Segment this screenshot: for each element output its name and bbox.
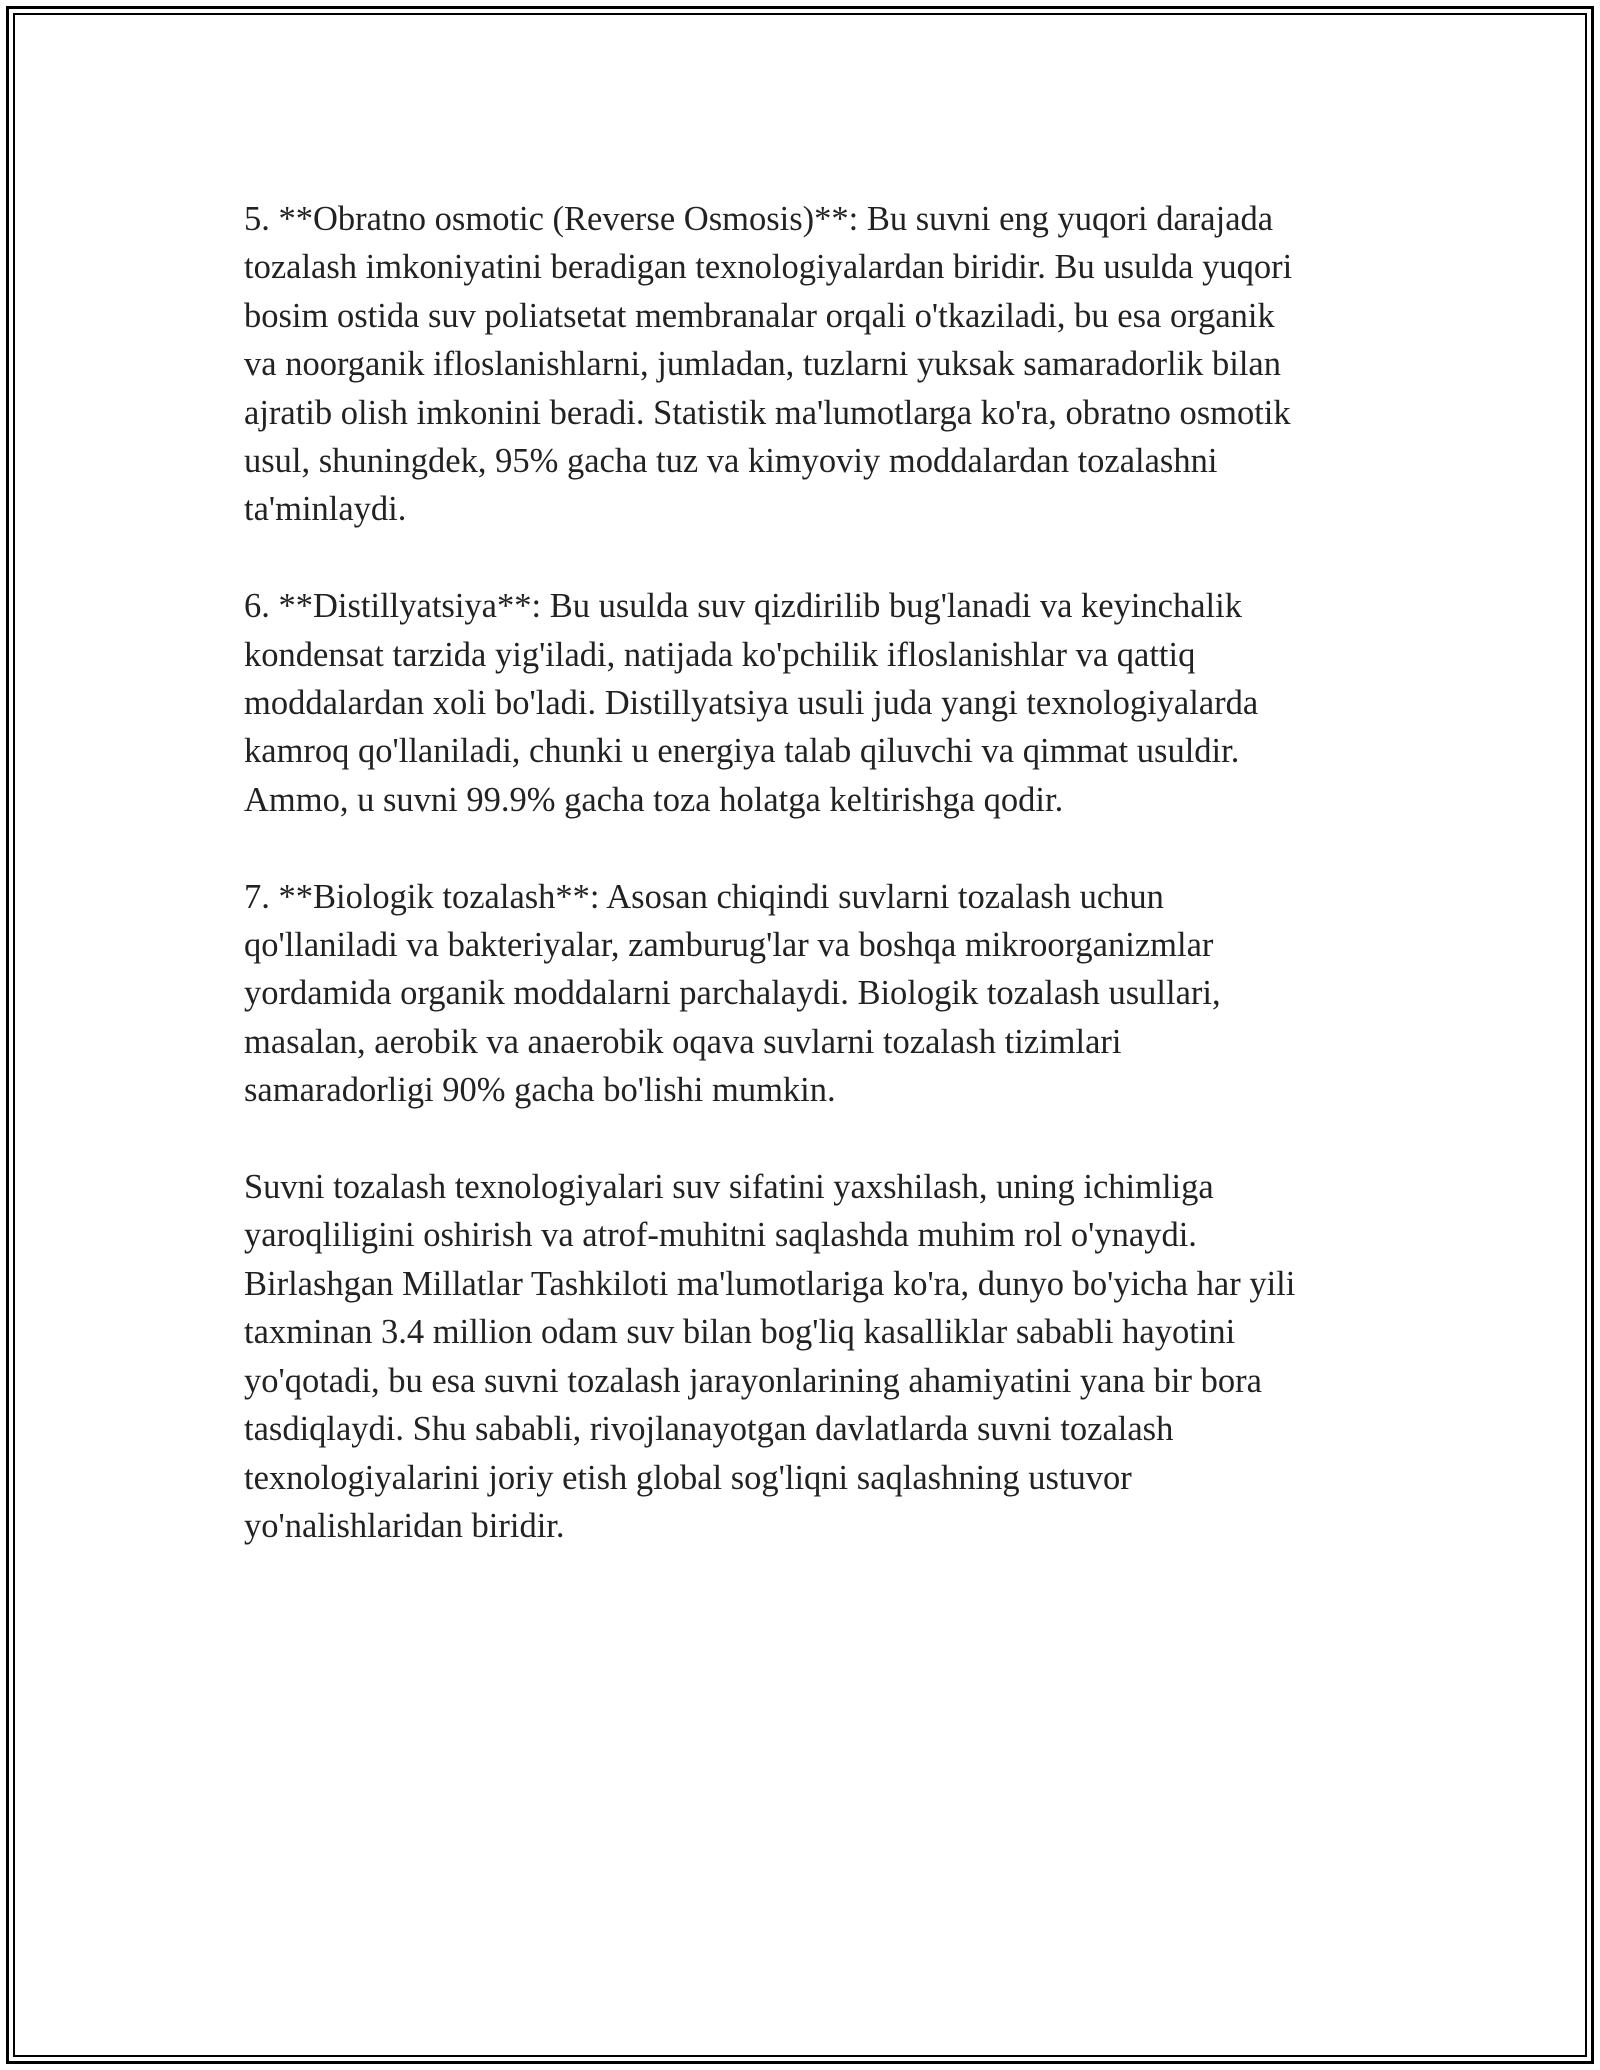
page-border: [6, 6, 1594, 2064]
paragraph-reverse-osmosis: 5. **Obratno osmotic (Reverse Osmosis)**: Bu suvni eng yuqori darajada tozalash imkoniyatini beradigan texnologiyalardan biridir. Bu usulda yuqori bosim ostida suv poliatsetat membranalar orqali o'tkaziladi, bu esa organik va noorganik ifloslanishlarni, jumladan, tuzlarni yuksak samaradorlik bilan ajratib olish imkonini beradi. Statistik ma'lumotlarga ko'ra, obratno osmotik usul, shuningdek, 95% gacha tuz va kimyoviy moddalardan tozalashni ta'minlaydi.: [244, 200, 1293, 529]
document-body: [244, 195, 1374, 1599]
paragraph-biological-treatment: 7. **Biologik tozalash**: Asosan chiqindi suvlarni tozalash uchun qo'llaniladi va bakteriyalar, zamburug'lar va boshqa mikroorganizmlar yordamida organik moddalarni parchalaydi. Biologik tozalash usullari, masalan, aerobik va anaerobik oqava suvlarni tozalash tizimlari samaradorligi 90% gacha bo'lishi mumkin.: [244, 877, 1221, 1110]
paragraph-distillation: 6. **Distillyatsiya**: Bu usulda suv qizdirilib bug'lanadi va keyinchalik kondensat tarzida yig'iladi, natijada ko'pchilik ifloslanishlar va qattiq moddalardan xoli bo'ladi. Distillyatsiya usuli juda yangi texnologiyalarda kamroq qo'llaniladi, chunki u energiya talab qiluvchi va qimmat usuldir. Ammo, u suvni 99.9% gacha toza holatga keltirishga qodir.: [244, 587, 1259, 819]
paragraph-conclusion: Suvni tozalash texnologiyalari suv sifatini yaxshilash, uning ichimliga yaroqliligini oshirish va atrof-muhitni saqlashda muhim rol o'ynaydi. Birlashgan Millatlar Tashkiloti ma'lumotlariga ko'ra, dunyo bo'yicha har yili taxminan 3.4 million odam suv bilan bog'liq kasalliklar sababli hayotini yo'qotadi, bu esa suvni tozalash jarayonlarining ahamiyatini yana bir bora tasdiqlaydi. Shu sababli, rivojlanayotgan davlatlarda suvni tozalash texnologiyalarini joriy etish global sog'liqni saqlashning ustuvor yo'nalishlaridan biridir.: [244, 1168, 1296, 1545]
